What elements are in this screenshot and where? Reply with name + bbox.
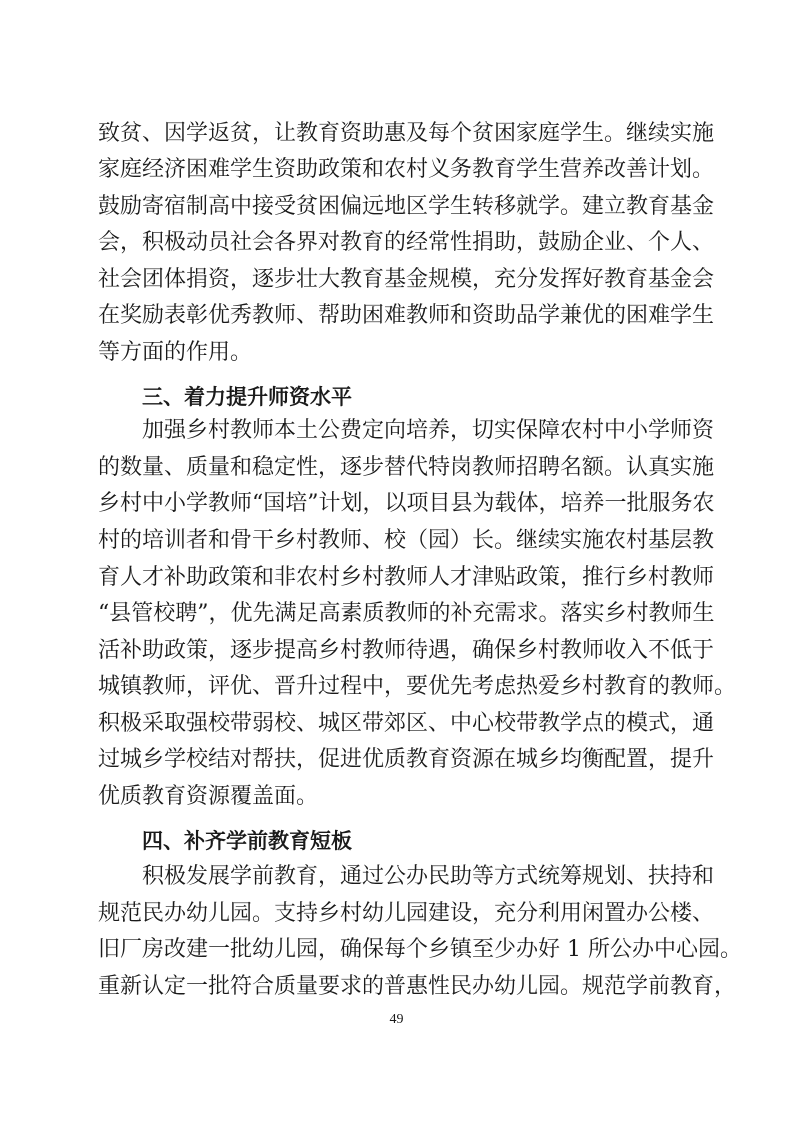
body-text-line: 重新认定一批符合质量要求的普惠性民办幼儿园。规范学前教育， [98, 974, 737, 999]
body-text-line: “县管校聘”，优先满足高素质教师的补充需求。落实乡村教师生 [98, 601, 715, 626]
body-text-line: 乡村中小学教师“国培”计划，以项目县为载体，培养一批服务农 [98, 491, 715, 516]
section-heading-4: 四、补齐学前教育短板 [142, 829, 352, 853]
body-text-line: 村的培训者和骨干乡村教师、校（园）长。继续实施农村基层教 [98, 528, 715, 553]
body-text-line: 优质教育资源覆盖面。 [98, 784, 319, 809]
body-text-line: 规范民办幼儿园。支持乡村幼儿园建设，充分利用闲置办公楼、 [98, 901, 715, 926]
body-text-line: 致贫、因学返贫，让教育资助惠及每个贫困家庭学生。继续实施 [98, 121, 715, 146]
body-text-line: 鼓励寄宿制高中接受贫困偏远地区学生转移就学。建立教育基金 [98, 194, 715, 219]
body-text-line: 会，积极动员社会各界对教育的经常性捐助，鼓励企业、个人、 [98, 230, 715, 255]
page-number: 49 [389, 1012, 404, 1027]
body-text-line: 社会团体捐资，逐步壮大教育基金规模，充分发挥好教育基金会 [98, 267, 715, 292]
body-text-line: 在奖励表彰优秀教师、帮助困难教师和资助品学兼优的困难学生 [98, 303, 715, 328]
body-text-line: 等方面的作用。 [98, 340, 253, 365]
body-text-line: 积极发展学前教育，通过公办民助等方式统筹规划、扶持和 [142, 864, 715, 889]
body-text-line: 过城乡学校结对帮扶，促进优质教育资源在城乡均衡配置，提升 [98, 747, 715, 772]
body-text-line: 的数量、质量和稳定性，逐步替代特岗教师招聘名额。认真实施 [98, 455, 715, 480]
body-text-line: 城镇教师，评优、晋升过程中，要优先考虑热爱乡村教育的教师。 [98, 674, 737, 699]
body-text-line: 家庭经济困难学生资助政策和农村义务教育学生营养改善计划。 [98, 157, 715, 182]
body-text-line: 积极采取强校带弱校、城区带郊区、中心校带教学点的模式，通 [98, 711, 715, 736]
body-text-line: 旧厂房改建一批幼儿园，确保每个乡镇至少办好 1 所公办中心园。 [98, 937, 742, 962]
body-text-line: 加强乡村教师本土公费定向培养，切实保障农村中小学师资 [142, 418, 715, 443]
body-text-line: 活补助政策，逐步提高乡村教师待遇，确保乡村教师收入不低于 [98, 638, 715, 663]
body-text-line: 育人才补助政策和非农村乡村教师人才津贴政策，推行乡村教师 [98, 565, 715, 590]
section-heading-3: 三、着力提升师资水平 [142, 385, 352, 409]
